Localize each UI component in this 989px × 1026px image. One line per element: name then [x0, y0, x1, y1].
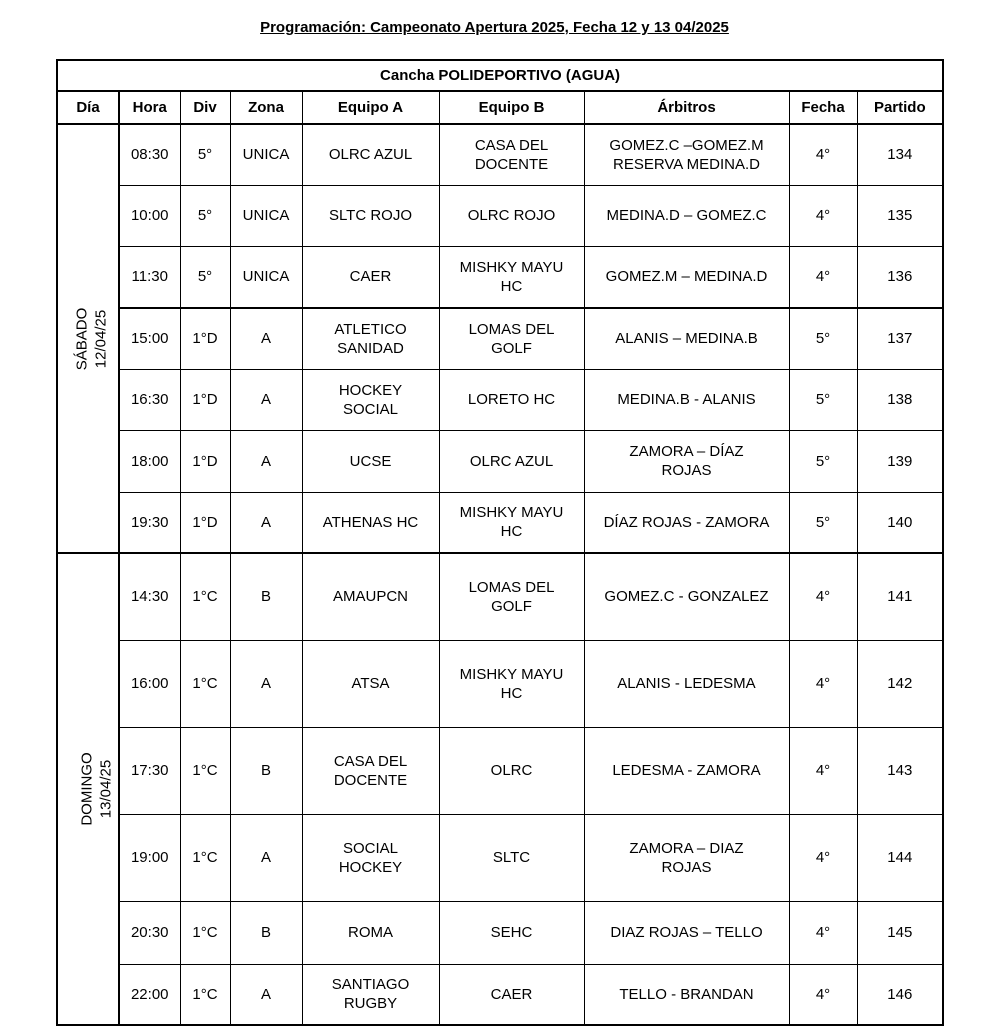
- equipo-a-cell: [302, 185, 439, 246]
- fecha-cell: [789, 308, 857, 369]
- partido-cell: [857, 430, 943, 492]
- table-row: [57, 492, 943, 553]
- page-title-text: Programación: Campeonato Apertura 2025, Fecha 12 y 13 04/2025: [260, 19, 729, 36]
- hora-cell: [119, 553, 180, 640]
- equipo-a-cell-line: HOCKEY: [338, 858, 403, 876]
- table-row: [57, 901, 943, 964]
- zona-cell-line: UNICA: [242, 146, 290, 164]
- fecha-cell-line: 4°: [815, 588, 831, 606]
- equipo-a-cell-line: SOCIAL: [342, 839, 399, 857]
- hora-cell: [119, 964, 180, 1025]
- arbitros-cell: [584, 727, 789, 814]
- hora-cell: [119, 492, 180, 553]
- header-hora: Hora: [119, 91, 180, 124]
- zona-cell: [230, 901, 302, 964]
- equipo-b-cell-line: HC: [500, 684, 523, 702]
- partido-cell: [857, 492, 943, 553]
- arbitros-cell-line: ZAMORA – DÍAZ: [629, 443, 744, 460]
- hora-cell: [119, 185, 180, 246]
- equipo-b-cell: [439, 814, 584, 901]
- div-cell-line: 5°: [197, 207, 213, 224]
- hora-cell-line: 19:30: [130, 513, 169, 531]
- div-cell-line: 1°C: [192, 675, 218, 692]
- fecha-cell-line: 4°: [815, 146, 831, 164]
- equipo-b-cell-line: OLRC: [490, 762, 533, 779]
- equipo-a-cell-line: ATSA: [351, 675, 390, 692]
- equipo-b-cell: [439, 640, 584, 727]
- div-cell: [180, 553, 230, 640]
- partido-cell-line: 135: [887, 207, 913, 224]
- equipo-b-cell-line: MISHKY MAYU: [459, 258, 564, 276]
- header-zona: Zona: [230, 91, 302, 124]
- partido-cell-line: 140: [887, 513, 913, 531]
- zona-cell-line: A: [260, 452, 271, 470]
- day-label: [72, 307, 110, 370]
- fecha-cell-line: 4°: [815, 207, 831, 224]
- partido-cell: [857, 124, 943, 185]
- hora-cell: [119, 246, 180, 308]
- equipo-b-cell: [439, 727, 584, 814]
- div-cell: [180, 964, 230, 1025]
- table-row: [57, 964, 943, 1025]
- equipo-b-cell-line: LOMAS DEL: [468, 320, 555, 338]
- div-cell: [180, 246, 230, 308]
- div-cell: [180, 901, 230, 964]
- fecha-cell: [789, 814, 857, 901]
- equipo-b-cell: [439, 124, 584, 185]
- partido-cell-line: 146: [887, 985, 913, 1003]
- arbitros-cell-line: DIAZ ROJAS – TELLO: [610, 924, 763, 941]
- hora-cell-line: 11:30: [131, 268, 168, 286]
- zona-cell: [230, 308, 302, 369]
- equipo-b-cell-line: DOCENTE: [474, 155, 549, 173]
- div-cell-line: 5°: [197, 268, 213, 286]
- equipo-b-cell: [439, 369, 584, 430]
- equipo-a-cell-line: DOCENTE: [333, 771, 408, 789]
- zona-cell: [230, 492, 302, 553]
- equipo-b-cell: [439, 246, 584, 308]
- equipo-a-cell-line: SOCIAL: [342, 400, 399, 418]
- table-row: [57, 553, 943, 640]
- partido-cell: [857, 246, 943, 308]
- hora-cell: [119, 369, 180, 430]
- hora-cell-line: 08:30: [130, 146, 169, 164]
- arbitros-cell: [584, 185, 789, 246]
- div-cell: [180, 124, 230, 185]
- equipo-b-cell: [439, 308, 584, 369]
- fecha-cell-line: 4°: [815, 675, 831, 692]
- arbitros-cell-line: TELLO - BRANDAN: [619, 985, 754, 1003]
- equipo-a-cell: [302, 308, 439, 369]
- arbitros-cell-line: MEDINA.D – GOMEZ.C: [606, 207, 767, 224]
- partido-cell-line: 134: [887, 146, 913, 164]
- fecha-cell-line: 5°: [815, 513, 831, 531]
- partido-cell-line: 145: [887, 924, 913, 941]
- div-cell-line: 1°C: [192, 849, 218, 866]
- partido-cell-line: 137: [887, 330, 913, 348]
- header-div: Div: [180, 91, 230, 124]
- zona-cell: [230, 430, 302, 492]
- arbitros-cell-line: GOMEZ.M – MEDINA.D: [605, 268, 768, 286]
- hora-cell-line: 17:30: [130, 762, 169, 779]
- partido-cell-line: 139: [887, 452, 913, 470]
- equipo-b-cell-line: MISHKY MAYU: [459, 665, 564, 683]
- header-equipo-b: Equipo B: [439, 91, 584, 124]
- arbitros-cell: [584, 124, 789, 185]
- div-cell-line: 1°D: [192, 513, 218, 531]
- day-name: SÁBADO: [73, 307, 91, 370]
- arbitros-cell-line: ROJAS: [661, 462, 712, 479]
- div-cell-line: 1°D: [192, 391, 218, 408]
- hora-cell: [119, 727, 180, 814]
- partido-cell: [857, 185, 943, 246]
- div-cell-line: 1°C: [192, 985, 218, 1003]
- hora-cell: [119, 308, 180, 369]
- zona-cell-line: A: [260, 513, 271, 531]
- equipo-a-cell: [302, 369, 439, 430]
- partido-cell-line: 144: [887, 849, 913, 866]
- div-cell: [180, 308, 230, 369]
- header-dia: Día: [57, 91, 119, 124]
- equipo-a-cell-line: AMAUPCN: [332, 588, 408, 606]
- equipo-a-cell-line: CAER: [349, 268, 392, 286]
- equipo-b-cell-line: GOLF: [491, 597, 532, 615]
- arbitros-cell-line: ROJAS: [661, 858, 712, 876]
- equipo-a-cell: [302, 727, 439, 814]
- equipo-b-cell-line: SLTC: [492, 849, 531, 866]
- arbitros-cell-line: RESERVA MEDINA.D: [613, 155, 760, 173]
- equipo-b-cell: [439, 901, 584, 964]
- arbitros-cell: [584, 430, 789, 492]
- zona-cell: [230, 185, 302, 246]
- equipo-b-cell-line: HC: [500, 523, 523, 541]
- partido-cell: [857, 901, 943, 964]
- equipo-b-cell: [439, 492, 584, 553]
- table-row: [57, 369, 943, 430]
- arbitros-cell: [584, 901, 789, 964]
- zona-cell: [230, 727, 302, 814]
- equipo-b-cell-line: OLRC ROJO: [467, 207, 556, 224]
- zona-cell: [230, 964, 302, 1025]
- equipo-a-cell: [302, 553, 439, 640]
- schedule-table: [56, 59, 944, 1026]
- equipo-b-cell-line: LORETO HC: [467, 391, 556, 408]
- arbitros-cell-line: LEDESMA - ZAMORA: [612, 762, 761, 779]
- arbitros-cell-line: MEDINA.B - ALANIS: [617, 391, 756, 408]
- equipo-a-cell-line: ATHENAS HC: [322, 513, 419, 531]
- partido-cell-line: 138: [887, 391, 913, 408]
- zona-cell-line: UNICA: [242, 207, 290, 224]
- partido-cell-line: 142: [887, 675, 913, 692]
- partido-cell: [857, 369, 943, 430]
- zona-cell-line: A: [260, 849, 271, 866]
- div-cell-line: 1°C: [192, 588, 218, 606]
- fecha-cell: [789, 901, 857, 964]
- day-date: 12/04/25: [92, 309, 110, 368]
- hora-cell-line: 16:30: [130, 391, 169, 408]
- table-row: [57, 246, 943, 308]
- equipo-b-cell-line: GOLF: [491, 339, 532, 357]
- equipo-a-cell-line: OLRC AZUL: [328, 146, 413, 164]
- fecha-cell-line: 4°: [815, 268, 831, 286]
- zona-cell-line: B: [260, 924, 271, 941]
- zona-cell-line: A: [260, 330, 271, 348]
- div-cell: [180, 814, 230, 901]
- equipo-a-cell-line: SANIDAD: [337, 339, 404, 357]
- table-row: [57, 640, 943, 727]
- hora-cell-line: 16:00: [130, 675, 169, 692]
- fecha-cell: [789, 185, 857, 246]
- equipo-a-cell: [302, 901, 439, 964]
- table-row: [57, 430, 943, 492]
- hora-cell: [119, 901, 180, 964]
- cancha-header: Cancha POLIDEPORTIVO (AGUA): [57, 60, 943, 91]
- day-label: [78, 752, 116, 825]
- equipo-b-cell: [439, 553, 584, 640]
- zona-cell: [230, 814, 302, 901]
- partido-cell: [857, 814, 943, 901]
- partido-cell: [857, 640, 943, 727]
- partido-cell: [857, 727, 943, 814]
- div-cell: [180, 430, 230, 492]
- equipo-a-cell-line: ROMA: [348, 924, 393, 941]
- hora-cell-line: 15:00: [130, 330, 169, 348]
- fecha-cell: [789, 553, 857, 640]
- equipo-b-cell-line: LOMAS DEL: [468, 578, 555, 596]
- equipo-a-cell-line: SANTIAGO: [331, 976, 410, 994]
- div-cell: [180, 640, 230, 727]
- zona-cell: [230, 369, 302, 430]
- div-cell-line: 1°C: [192, 762, 218, 779]
- partido-cell-line: 136: [887, 268, 913, 286]
- equipo-a-cell-line: HOCKEY: [338, 381, 403, 399]
- table-row: [57, 727, 943, 814]
- arbitros-cell-line: ALANIS - LEDESMA: [617, 675, 756, 692]
- partido-cell: [857, 308, 943, 369]
- div-cell-line: 1°D: [192, 330, 218, 348]
- table-row: [57, 124, 943, 185]
- partido-cell: [857, 964, 943, 1025]
- div-cell: [180, 727, 230, 814]
- hora-cell-line: 10:00: [130, 207, 169, 224]
- arbitros-cell-line: ALANIS – MEDINA.B: [615, 330, 758, 348]
- day-cell: [57, 553, 119, 1025]
- equipo-b-cell-line: CASA DEL: [474, 136, 549, 154]
- equipo-a-cell: [302, 640, 439, 727]
- equipo-b-cell-line: MISHKY MAYU: [459, 504, 564, 522]
- equipo-b-cell-line: OLRC AZUL: [469, 452, 554, 470]
- zona-cell: [230, 124, 302, 185]
- equipo-b-cell-line: SEHC: [490, 924, 533, 941]
- fecha-cell-line: 4°: [815, 762, 831, 779]
- fecha-cell-line: 4°: [815, 985, 831, 1003]
- fecha-cell: [789, 369, 857, 430]
- equipo-a-cell: [302, 246, 439, 308]
- equipo-a-cell: [302, 124, 439, 185]
- arbitros-cell: [584, 246, 789, 308]
- zona-cell-line: B: [260, 762, 271, 779]
- arbitros-cell-line: ZAMORA – DIAZ: [629, 839, 744, 857]
- arbitros-cell: [584, 369, 789, 430]
- fecha-cell: [789, 246, 857, 308]
- fecha-cell-line: 4°: [815, 924, 831, 941]
- equipo-a-cell-line: SLTC ROJO: [328, 207, 413, 224]
- header-equipo-a: Equipo A: [302, 91, 439, 124]
- arbitros-cell: [584, 964, 789, 1025]
- arbitros-cell: [584, 308, 789, 369]
- zona-cell-line: A: [260, 985, 271, 1003]
- page-title: [0, 19, 989, 36]
- partido-cell: [857, 553, 943, 640]
- div-cell: [180, 492, 230, 553]
- arbitros-cell: [584, 814, 789, 901]
- equipo-b-cell: [439, 964, 584, 1025]
- fecha-cell: [789, 640, 857, 727]
- equipo-a-cell: [302, 492, 439, 553]
- equipo-a-cell: [302, 964, 439, 1025]
- zona-cell-line: B: [260, 588, 271, 606]
- zona-cell-line: A: [260, 391, 271, 408]
- equipo-b-cell: [439, 430, 584, 492]
- zona-cell: [230, 553, 302, 640]
- equipo-b-cell: [439, 185, 584, 246]
- hora-cell: [119, 430, 180, 492]
- header-partido: Partido: [857, 91, 943, 124]
- fecha-cell: [789, 964, 857, 1025]
- equipo-a-cell-line: ATLETICO: [334, 320, 407, 338]
- div-cell-line: 1°C: [192, 924, 218, 941]
- arbitros-cell-line: GOMEZ.C –GOMEZ.M: [609, 136, 764, 154]
- zona-cell: [230, 640, 302, 727]
- equipo-b-cell-line: CAER: [490, 985, 533, 1003]
- arbitros-cell-line: GOMEZ.C - GONZALEZ: [604, 588, 769, 606]
- fecha-cell-line: 5°: [815, 391, 831, 408]
- arbitros-cell: [584, 553, 789, 640]
- div-cell-line: 5°: [197, 146, 213, 164]
- zona-cell-line: A: [260, 675, 271, 692]
- hora-cell-line: 19:00: [130, 849, 169, 866]
- equipo-a-cell-line: RUGBY: [343, 995, 398, 1013]
- header-fecha: Fecha: [789, 91, 857, 124]
- hora-cell: [119, 814, 180, 901]
- equipo-b-cell-line: HC: [500, 277, 523, 295]
- fecha-cell-line: 4°: [815, 849, 831, 866]
- day-cell: [57, 124, 119, 553]
- partido-cell-line: 141: [887, 588, 913, 606]
- table-row: [57, 185, 943, 246]
- equipo-a-cell: [302, 814, 439, 901]
- header-arbitros: Árbitros: [584, 91, 789, 124]
- fecha-cell-line: 5°: [815, 330, 831, 348]
- hora-cell-line: 22:00: [130, 985, 169, 1003]
- arbitros-cell-line: DÍAZ ROJAS - ZAMORA: [603, 513, 770, 531]
- arbitros-cell: [584, 640, 789, 727]
- div-cell-line: 1°D: [192, 452, 218, 470]
- hora-cell: [119, 124, 180, 185]
- day-date: 13/04/25: [97, 759, 115, 819]
- div-cell: [180, 185, 230, 246]
- hora-cell: [119, 640, 180, 727]
- fecha-cell: [789, 124, 857, 185]
- fecha-cell: [789, 727, 857, 814]
- equipo-a-cell: [302, 430, 439, 492]
- table-row: [57, 308, 943, 369]
- arbitros-cell: [584, 492, 789, 553]
- fecha-cell: [789, 430, 857, 492]
- zona-cell: [230, 246, 302, 308]
- fecha-cell: [789, 492, 857, 553]
- zona-cell-line: UNICA: [242, 268, 290, 286]
- fecha-cell-line: 5°: [815, 452, 831, 470]
- partido-cell-line: 143: [887, 762, 913, 779]
- hora-cell-line: 20:30: [130, 924, 169, 941]
- hora-cell-line: 18:00: [130, 452, 169, 470]
- table-row: [57, 814, 943, 901]
- hora-cell-line: 14:30: [130, 588, 169, 606]
- equipo-a-cell-line: CASA DEL: [333, 752, 408, 770]
- div-cell: [180, 369, 230, 430]
- day-name: DOMINGO: [78, 752, 96, 826]
- equipo-a-cell-line: UCSE: [349, 452, 392, 470]
